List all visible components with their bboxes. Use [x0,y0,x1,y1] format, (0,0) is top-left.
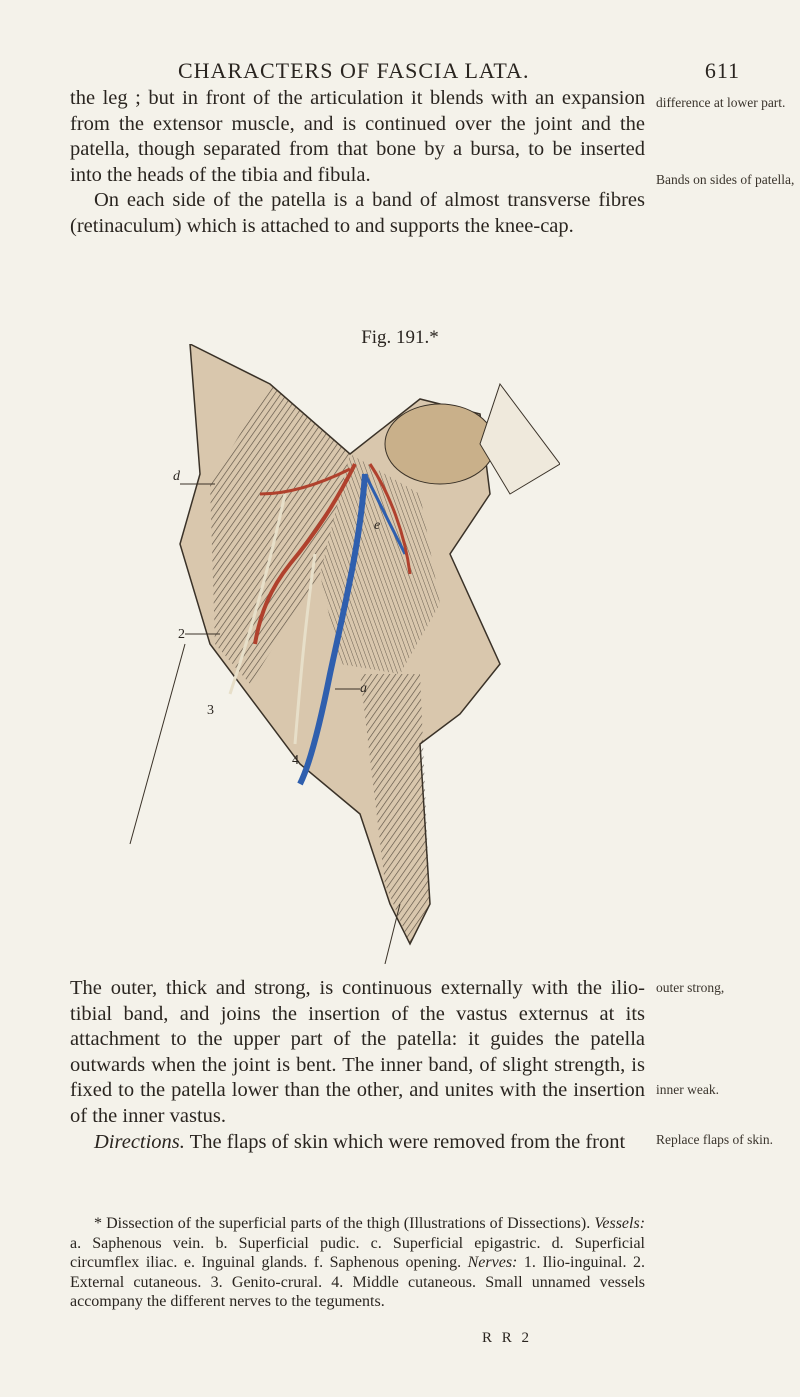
directions-text: The flaps of skin which were removed from the front [184,1130,626,1153]
figure-label-3: 3 [207,703,214,718]
paragraph [70,1130,645,1156]
nerves-label: Nerves: [467,1254,518,1271]
margin-note: difference at lower part. [656,95,786,110]
leader-line [130,644,185,844]
paragraph: The outer, thick and strong, is continuous externally with the ilio-tibial band, and joins the insertion of the vastus externus at its attachment to the upper part of the patella: it guides the patella outwards when the joint is bent. The inner band, of slight strength, is fixed to the patella lower than the other, and unites with the insertion of the inner vastus. [70,977,645,1127]
nerves-text: 1. Ilio-inguinal. 2. External cutaneous. 3. Genito-crural. 4. Middle cutaneous. Small unnamed vessels accompany the different nerves to the teguments. [70,1254,645,1310]
anatomical-illustration [120,344,560,964]
inguinal-glands [385,404,495,484]
footnote-lead: * Dissection of the superficial parts of the thigh (Illustrations of Dissections). [94,1215,591,1232]
body-text-top [70,86,645,240]
footnote [70,1214,645,1312]
signature-mark: R R 2 [482,1330,533,1346]
figure-label-a: a [360,681,367,696]
vessels-label: Vessels: [594,1215,646,1232]
vessels-text: a. Saphenous vein. b. Superficial pudic. c. Superficial epigastric. d. Superficial circumflex iliac. e. Inguinal glands. f. Saphenous opening. [70,1234,645,1271]
running-title: CHARACTERS OF FASCIA LATA. [178,58,530,83]
skin-flap [480,384,560,494]
paragraph: On each side of the patella is a band of almost transverse fibres (retinaculum) which is attached to and supports the knee-cap. [70,189,645,237]
figure-caption: Fig. 191.* [361,327,439,348]
margin-note: Replace flaps of skin. [656,1132,773,1147]
leader-line [385,904,400,964]
paragraph: the leg ; but in front of the articulation it blends with an expansion from the extensor muscle, and is continued over the joint and the patella, though separated from that bone by a bursa, to be inserted into the heads of the tibia and fibula. [70,87,645,186]
figure-label-4: 4 [292,753,299,768]
figure-label-e: e [374,518,381,533]
figure-label-2: 2 [178,627,185,642]
figure-label-d: d [173,469,180,484]
page-number: 611 [704,58,740,83]
margin-note: inner weak. [656,1082,719,1097]
directions-lead: Directions. [94,1130,185,1153]
body-text-bottom [70,976,645,1155]
margin-note: Bands on sides of patella, [656,172,795,187]
margin-note: outer strong, [656,980,725,995]
